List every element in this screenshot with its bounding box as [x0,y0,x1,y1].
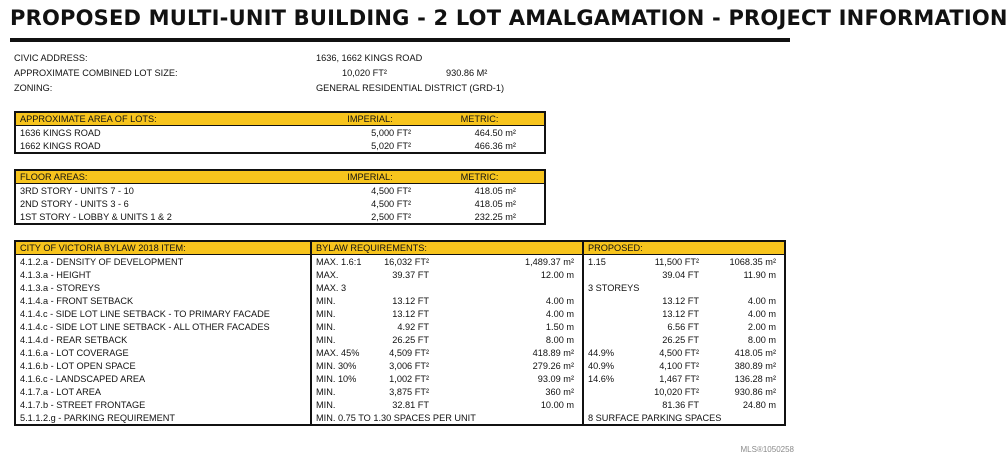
floor-imperial: 2,500 FT² [371,211,411,222]
floor-header-imperial: IMPERIAL: [325,170,415,184]
lots-table [14,111,546,154]
req-limit: MIN. 10% [311,372,373,385]
proposed-metric: 930.86 m² [734,386,777,397]
table-row [15,359,785,372]
req-limit: MAX. [311,268,373,281]
req-limit: MIN. [311,294,373,307]
bylaw-item: 5.1.1.2.g - PARKING REQUIREMENT [20,412,176,423]
lot-imperial: 5,020 FT² [371,140,411,151]
proposed-imperial: 6.56 FT [667,321,700,332]
bylaw-item: 4.1.3.a - HEIGHT [20,269,91,280]
req-metric: 4.00 m [545,308,575,319]
lot-metric: 466.36 m² [474,140,516,151]
proposed-ratio [583,333,637,346]
table-row [15,268,785,281]
zoning-label: ZONING: [14,83,53,93]
req-imperial: 16,032 FT² [384,256,429,267]
floor-metric: 232.25 m² [474,211,516,222]
proposed-metric [703,281,785,294]
req-limit: MIN. [311,398,373,411]
lot-name: 1636 KINGS ROAD [20,127,101,138]
proposed-ratio: 8 SURFACE PARKING SPACES [583,411,785,425]
lot-size-row [14,68,488,78]
proposed-imperial: 1,467 FT² [659,373,700,384]
proposed-metric: 418.05 m² [734,347,777,358]
req-imperial: 26.25 FT [392,334,429,345]
req-limit: MIN. 30% [311,359,373,372]
bylaw-table-header [15,241,785,255]
proposed-metric: 4.00 m [747,308,777,319]
floor-areas-table [14,169,546,225]
lot-size-label: APPROXIMATE COMBINED LOT SIZE: [14,68,178,78]
req-metric: 418.89 m² [532,347,575,358]
req-limit: MIN. [311,307,373,320]
req-limit: MAX. 1.6:1 [311,255,373,269]
lot-size-imperial: 10,020 FT² [342,68,387,78]
req-limit: MIN. [311,320,373,333]
bylaw-item: 4.1.6.b - LOT OPEN SPACE [20,360,136,371]
req-limit: MAX. 45% [311,346,373,359]
req-limit: MIN. [311,333,373,346]
req-imperial: 39.37 FT [392,269,429,280]
proposed-imperial: 13.12 FT [662,295,700,306]
lot-metric: 464.50 m² [474,127,516,138]
proposed-metric: 11.90 m [743,269,777,280]
lots-table-header [15,112,545,126]
proposed-metric: 1068.35 m² [729,256,777,267]
bylaw-item: 4.1.4.a - FRONT SETBACK [20,295,134,306]
table-row [15,255,785,269]
req-metric: 1.50 m [545,321,575,332]
civic-address-row [14,53,423,63]
table-row [15,294,785,307]
lot-imperial: 5,000 FT² [371,127,411,138]
req-imperial: 4.92 FT [397,321,429,332]
floor-metric: 418.05 m² [474,185,516,196]
req-limit: MAX. 3 [311,281,373,294]
zoning-row [14,83,505,93]
floor-header-metric: METRIC: [415,170,545,184]
bylaw-item: 4.1.2.a - DENSITY OF DEVELOPMENT [20,256,184,267]
floor-name: 1ST STORY - LOBBY & UNITS 1 & 2 [20,211,172,222]
table-row [15,385,785,398]
req-metric: 8.00 m [545,334,575,345]
proposed-imperial: 13.12 FT [662,308,700,319]
civic-address-value: 1636, 1662 KINGS ROAD [316,53,423,63]
floor-name: 3RD STORY - UNITS 7 - 10 [20,185,134,196]
table-row [15,333,785,346]
req-metric: 4.00 m [545,295,575,306]
proposed-ratio [583,320,637,333]
floor-header-item: FLOOR AREAS: [15,170,325,184]
proposed-metric: 136.28 m² [734,373,777,384]
floor-imperial: 4,500 FT² [371,185,411,196]
proposed-ratio [583,307,637,320]
req-metric: 360 m² [545,386,575,397]
proposed-imperial: 26.25 FT [662,334,700,345]
page-title: PROPOSED MULTI-UNIT BUILDING - 2 LOT AMALGAMATION - PROJECT INFORMATION [10,6,1008,30]
lots-header-imperial: IMPERIAL: [325,112,415,126]
lots-header-metric: METRIC: [415,112,545,126]
req-imperial: 4,509 FT² [389,347,429,358]
table-row [15,281,785,294]
table-row [15,197,545,210]
req-imperial: 3,006 FT² [389,360,429,371]
table-row [15,398,785,411]
table-row [15,307,785,320]
req-metric: 1,489.37 m² [524,256,575,267]
bylaw-item: 4.1.7.b - STREET FRONTAGE [20,399,146,410]
table-row [15,210,545,224]
table-row [15,346,785,359]
proposed-ratio [583,268,637,281]
bylaw-item: 4.1.4.c - SIDE LOT LINE SETBACK - TO PRIMARY FACADE [20,308,270,319]
bylaw-item: 4.1.4.d - REAR SETBACK [20,334,128,345]
bylaw-header-proposed: PROPOSED: [583,241,785,255]
bylaw-item: 4.1.4.c - SIDE LOT LINE SETBACK - ALL OTHER FACADES [20,321,270,332]
proposed-metric: 24.80 m [742,399,777,410]
proposed-ratio: 14.6% [583,372,637,385]
req-metric: 93.09 m² [537,373,575,384]
bylaw-table-body [15,255,785,426]
floor-metric: 418.05 m² [474,198,516,209]
proposed-imperial [637,281,703,294]
civic-address-label: CIVIC ADDRESS: [14,53,88,63]
req-imperial: 3,875 FT² [389,386,429,397]
zoning-value: GENERAL RESIDENTIAL DISTRICT (GRD-1) [316,83,505,93]
proposed-ratio [583,294,637,307]
req-metric: 10.00 m [540,399,575,410]
bylaw-header-requirements: BYLAW REQUIREMENTS: [311,241,583,255]
proposed-ratio: 3 STOREYS [583,281,637,294]
req-metric: 12.00 m [540,269,575,280]
proposed-ratio: 40.9% [583,359,637,372]
table-row [15,320,785,333]
req-imperial [373,281,433,294]
req-metric: 279.26 m² [532,360,575,371]
req-metric [433,281,583,294]
req-imperial: 32.81 FT [392,399,429,410]
table-row [15,139,545,153]
bylaw-item: 4.1.7.a - LOT AREA [20,386,102,397]
floor-table-header [15,170,545,184]
bylaw-header-item: CITY OF VICTORIA BYLAW 2018 ITEM: [15,241,311,255]
proposed-ratio: 44.9% [583,346,637,359]
proposed-imperial: 11,500 FT² [654,256,700,267]
proposed-metric: 8.00 m [747,334,777,345]
floor-name: 2ND STORY - UNITS 3 - 6 [20,198,129,209]
lot-size-metric: 930.86 M² [446,68,488,78]
proposed-metric: 4.00 m [747,295,777,306]
req-limit: MIN. [311,385,373,398]
proposed-ratio [583,398,637,411]
proposed-ratio [583,385,637,398]
proposed-metric: 2.00 m [747,321,777,332]
proposed-imperial: 10,020 FT² [654,386,700,397]
proposed-imperial: 4,100 FT² [659,360,700,371]
table-row [15,126,545,140]
table-row [15,184,545,198]
bylaw-item: 4.1.6.c - LANDSCAPED AREA [20,373,146,384]
floor-imperial: 4,500 FT² [371,198,411,209]
lot-name: 1662 KINGS ROAD [20,140,101,151]
bylaw-item: 4.1.6.a - LOT COVERAGE [20,347,129,358]
bylaw-table [14,240,786,426]
mls-watermark: MLS®1050258 [740,445,794,454]
proposed-ratio: 1.15 [583,255,637,269]
proposed-imperial: 4,500 FT² [659,347,700,358]
req-limit: MIN. 0.75 TO 1.30 SPACES PER UNIT [311,411,583,425]
lots-header-item: APPROXIMATE AREA OF LOTS: [15,112,325,126]
req-imperial: 1,002 FT² [389,373,429,384]
proposed-metric: 380.89 m² [734,360,777,371]
bylaw-item: 4.1.3.a - STOREYS [20,282,101,293]
table-row [15,372,785,385]
req-imperial: 13.12 FT [392,308,429,319]
req-imperial: 13.12 FT [392,295,429,306]
proposed-imperial: 81.36 FT [662,399,700,410]
table-row [15,411,785,425]
proposed-imperial: 39.04 FT [662,269,700,280]
title-underline [10,38,790,42]
